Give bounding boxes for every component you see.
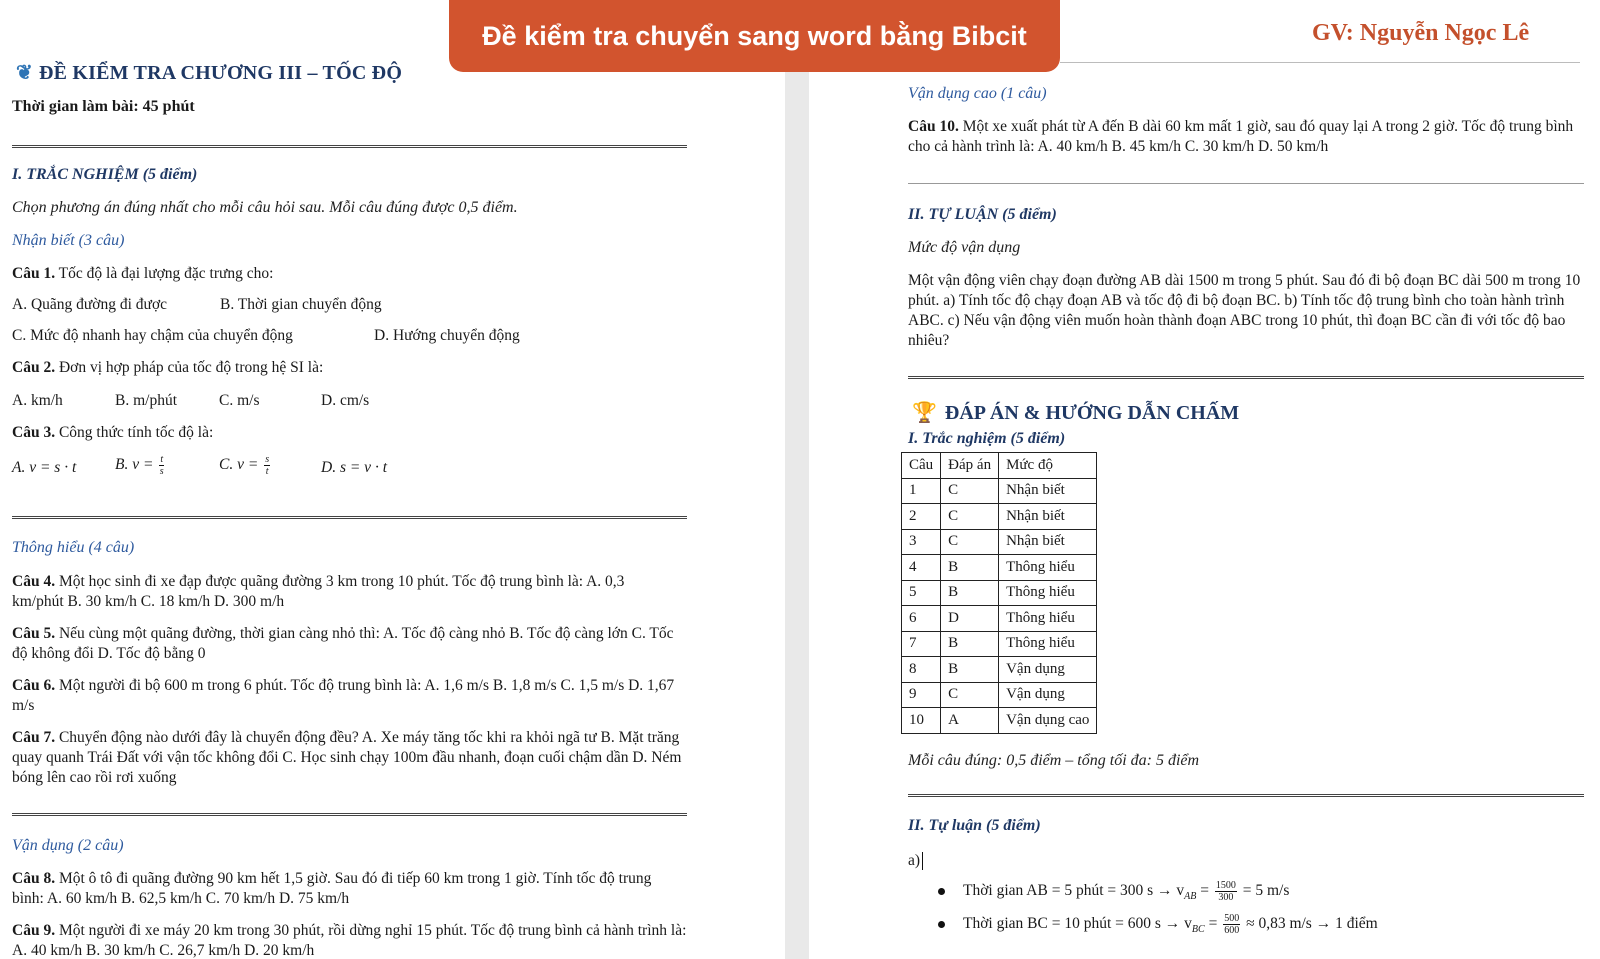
cell-question: 9 <box>902 682 941 708</box>
option-b-prefix: B. v = <box>115 456 158 474</box>
level-heading: Mức độ vận dụng <box>908 239 1021 256</box>
question-label: Câu 5. <box>12 625 56 642</box>
question-label: Câu 10. <box>908 118 959 135</box>
question-label: Câu 1. <box>12 265 56 282</box>
table-row <box>902 657 1097 683</box>
cell-level: Vận dụng <box>999 682 1097 708</box>
bullet-text: Thời gian BC = 10 phút = 600 s → v <box>963 915 1192 933</box>
divider-line <box>908 183 1584 184</box>
text-cursor <box>922 852 923 870</box>
cell-question: 3 <box>902 529 941 555</box>
question-text: Chuyển động nào dưới đây là chuyển động đều? A. Xe máy tăng tốc khi ra khỏi ngã tư B. Mặt trăng quay quanh Trái Đất với vận tốc không đổi C. Học sinh chạy 100m đầu nhanh, đoạn cuối chậm dần D. Ném bóng lên cao rồi rơi xuống <box>12 729 682 786</box>
instruction-text: Chọn phương án đúng nhất cho mỗi câu hỏi sau. Mỗi câu đúng được 0,5 điểm. <box>12 199 518 216</box>
table-row <box>902 682 1097 708</box>
question-label: Câu 2. <box>12 359 56 376</box>
question-7 <box>12 728 687 788</box>
table-row <box>902 529 1097 555</box>
fraction-numerator: t <box>160 454 164 465</box>
table-row <box>902 478 1097 504</box>
subscript: BC <box>1191 924 1205 936</box>
answer-subheading: I. Trắc nghiệm (5 điểm) <box>908 430 1066 447</box>
option-c <box>219 454 272 477</box>
cell-level: Vận dụng cao <box>999 708 1097 734</box>
question-text: Một ô tô đi quãng đường 90 km hết 1,5 giờ. Sau đó đi tiếp 60 km trong 1 giờ. Tính tốc độ trung bình: A. 60 km/h B. 62,5 km/h C. 70 km/h D. 75 km/h <box>12 870 652 907</box>
cell-question: 4 <box>902 555 941 581</box>
question-label: Câu 9. <box>12 922 56 939</box>
fraction <box>264 454 270 477</box>
fraction-denominator: s <box>159 466 164 477</box>
bullet-text: Thời gian AB = 5 phút = 300 s → v <box>963 882 1185 900</box>
option-c: C. m/s <box>219 392 260 409</box>
option-a: A. km/h <box>12 392 63 409</box>
answer-bullet <box>938 913 1378 936</box>
essay-question: Một vận động viên chạy đoạn đường AB dài 1500 m trong 5 phút. Sau đó đi bộ đoạn BC dài 500 m trong 10 phút. a) Tính tốc độ chạy đoạn AB và tốc độ đi bộ đoạn BC. b) Tính tốc độ trung bình cho toàn hành trình ABC. c) Nếu vận động viên muốn hoàn thành đoạn ABC trong 10 phút, thì đoạn BC cần đi với tốc độ bao nhiêu? <box>908 272 1581 349</box>
cell-question: 10 <box>902 708 941 734</box>
cell-level: Thông hiểu <box>999 555 1097 581</box>
fraction <box>159 454 164 477</box>
cell-answer: A <box>941 708 999 734</box>
question-10 <box>908 117 1584 157</box>
exam-title-text: ĐỀ KIỂM TRA CHƯƠNG III – TỐC ĐỘ <box>38 62 403 84</box>
answer-title <box>912 400 1239 425</box>
table-row <box>902 606 1097 632</box>
bullet-result: = 5 m/s <box>1238 882 1290 900</box>
question-8 <box>12 869 687 909</box>
option-b: B. m/phút <box>115 392 178 409</box>
question-text: Đơn vị hợp pháp của tốc độ trong hệ SI là: <box>55 359 324 376</box>
cell-level: Thông hiểu <box>999 606 1097 632</box>
question-4 <box>12 572 677 612</box>
section-heading: I. TRẮC NGHIỆM (5 điểm) <box>12 166 198 183</box>
table-row <box>902 504 1097 530</box>
equals: = <box>1196 882 1213 900</box>
column-header: Mức độ <box>999 453 1097 479</box>
cell-question: 7 <box>902 631 941 657</box>
cell-level: Vận dụng <box>999 657 1097 683</box>
part-a <box>908 851 923 871</box>
question-2 <box>12 358 323 378</box>
trophy-icon: 🏆 <box>912 402 937 424</box>
cell-answer: B <box>941 631 999 657</box>
score-note: Mỗi câu đúng: 0,5 điểm – tổng tối đa: 5 điểm <box>908 752 1200 769</box>
option-a: A. v = s · t <box>12 459 77 476</box>
table-row <box>902 555 1097 581</box>
header-rule <box>1060 62 1580 63</box>
cell-question: 2 <box>902 504 941 530</box>
question-text: Nếu cùng một quãng đường, thời gian càng nhỏ thì: A. Tốc độ càng nhỏ B. Tốc độ càng lớn C. Tốc độ không đổi D. Tốc độ bằng 0 <box>12 625 674 662</box>
level-heading: Vận dụng cao (1 câu) <box>908 85 1047 102</box>
question-text: Một xe xuất phát từ A đến B dài 60 km mất 1 giờ, sau đó quay lại A trong 2 giờ. Tốc độ trung bình cho cả hành trình là: A. 40 km/h B. 45 km/h C. 30 km/h D. 50 km/h <box>908 118 1574 155</box>
question-label: Câu 7. <box>12 729 56 746</box>
divider-line <box>12 813 687 816</box>
option-d: D. s = v · t <box>321 459 387 476</box>
option-d: D. cm/s <box>321 392 370 409</box>
fraction-denominator: t <box>265 466 269 477</box>
level-heading: Vận dụng (2 câu) <box>12 837 124 854</box>
question-label: Câu 8. <box>12 870 56 887</box>
option-b <box>115 454 166 477</box>
table-row <box>902 708 1097 734</box>
cell-level: Thông hiểu <box>999 631 1097 657</box>
table-row <box>902 631 1097 657</box>
cell-question: 8 <box>902 657 941 683</box>
essay-answer-heading: II. Tự luận (5 điểm) <box>908 817 1041 834</box>
question-text: Một học sinh đi xe đạp được quãng đường 3 km trong 10 phút. Tốc độ trung bình là: A. 0,3 km/phút B. 30 km/h C. 18 km/h D. 300 m/h <box>12 573 625 610</box>
table-header-row <box>902 453 1097 479</box>
fraction-numerator: 1500 <box>1215 880 1236 891</box>
fraction-numerator: 500 <box>1224 913 1240 924</box>
option-c-prefix: C. v = <box>219 456 263 474</box>
cell-level: Nhận biết <box>999 504 1097 530</box>
cell-answer: B <box>941 657 999 683</box>
table-row <box>902 580 1097 606</box>
cell-question: 6 <box>902 606 941 632</box>
fraction-denominator: 300 <box>1218 892 1234 903</box>
bullet-icon <box>938 921 945 928</box>
cell-answer: C <box>941 529 999 555</box>
divider-line <box>908 376 1584 379</box>
question-text: Một người đi bộ 600 m trong 6 phút. Tốc độ trung bình là: A. 1,6 m/s B. 1,8 m/s C. 1,5 m/s D. 1,67 m/s <box>12 677 675 714</box>
leaf-icon: ❦ <box>16 62 33 84</box>
part-label: a) <box>908 852 921 869</box>
subscript: AB <box>1184 891 1197 903</box>
fraction-numerator: s <box>265 454 270 465</box>
option-b: B. Thời gian chuyển động <box>220 296 382 313</box>
cell-question: 1 <box>902 478 941 504</box>
level-heading: Nhận biết (3 câu) <box>12 232 125 249</box>
divider-line <box>12 145 687 148</box>
option-a: A. Quãng đường đi được <box>12 296 168 313</box>
cell-answer: C <box>941 478 999 504</box>
cell-answer: B <box>941 580 999 606</box>
column-header: Câu <box>902 453 941 479</box>
bullet-icon <box>938 888 945 895</box>
cell-level: Thông hiểu <box>999 580 1097 606</box>
exam-title <box>16 60 402 85</box>
question-text: Một người đi xe máy 20 km trong 30 phút, rồi dừng nghỉ 15 phút. Tốc độ trung bình cả hành trình là: A. 40 km/h B. 30 km/h C. 26,7 km/h D. 20 km/h <box>12 922 687 959</box>
divider-line <box>908 794 1584 797</box>
cell-question: 5 <box>902 580 941 606</box>
column-header: Đáp án <box>941 453 999 479</box>
question-text: Công thức tính tốc độ là: <box>55 424 214 441</box>
cell-answer: B <box>941 555 999 581</box>
fraction <box>1223 913 1240 936</box>
equals: = <box>1204 915 1222 933</box>
answer-bullet <box>938 880 1289 903</box>
question-label: Câu 6. <box>12 677 56 694</box>
teacher-name: GV: Nguyễn Ngọc Lê <box>1312 20 1530 46</box>
level-heading: Thông hiểu (4 câu) <box>12 539 135 556</box>
cell-answer: D <box>941 606 999 632</box>
question-label: Câu 4. <box>12 573 56 590</box>
cell-answer: C <box>941 682 999 708</box>
question-1 <box>12 264 274 284</box>
divider-line <box>12 516 687 519</box>
answer-title-text: ĐÁP ÁN & HƯỚNG DẪN CHẤM <box>944 402 1240 424</box>
question-6 <box>12 676 677 716</box>
cell-level: Nhận biết <box>999 529 1097 555</box>
cell-level: Nhận biết <box>999 478 1097 504</box>
exam-duration: Thời gian làm bài: 45 phút <box>12 98 195 115</box>
answer-table <box>901 452 1097 734</box>
bullet-result: ≈ 0,83 m/s → 1 điểm <box>1242 915 1378 933</box>
question-label: Câu 3. <box>12 424 56 441</box>
question-5 <box>12 624 677 664</box>
fraction <box>1215 880 1237 903</box>
question-9 <box>12 921 687 959</box>
question-text: Tốc độ là đại lượng đặc trưng cho: <box>55 265 274 282</box>
cell-answer: C <box>941 504 999 530</box>
fraction-denominator: 600 <box>1224 925 1240 936</box>
option-c: C. Mức độ nhanh hay chậm của chuyển động <box>12 327 293 344</box>
question-3 <box>12 423 213 443</box>
section-heading: II. TỰ LUẬN (5 điểm) <box>908 206 1057 223</box>
banner-title: Đề kiểm tra chuyển sang word bằng Bibcit <box>449 0 1060 72</box>
option-d: D. Hướng chuyển động <box>374 327 520 344</box>
page-gutter <box>785 72 809 959</box>
